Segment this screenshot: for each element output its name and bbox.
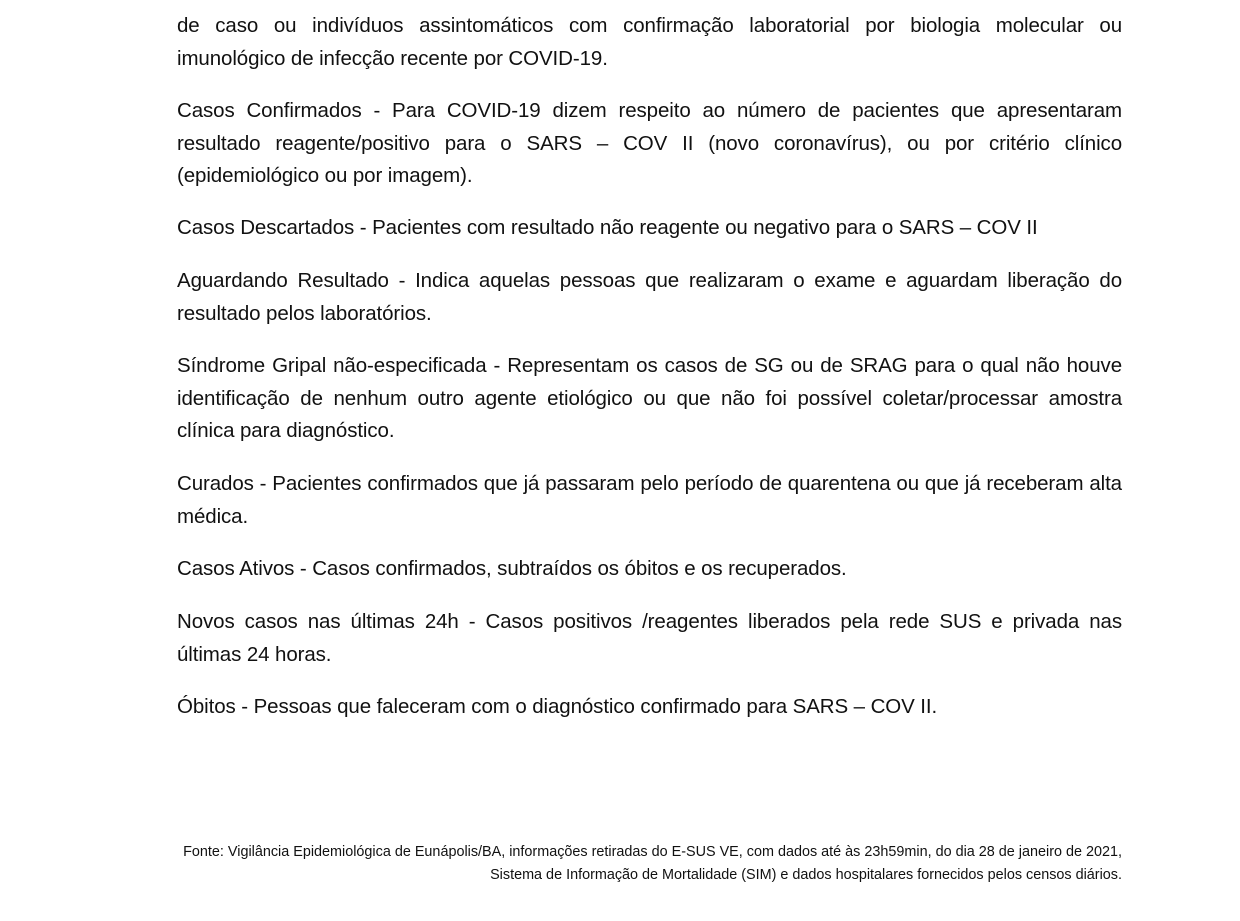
paragraph-casos-descartados: Casos Descartados - Pacientes com resultado não reagente ou negativo para o SARS – COV II xyxy=(177,216,1038,239)
paragraph-intro-continuation: de caso ou indivíduos assintomáticos com confirmação laboratorial por biologia molecular ou imunológico de infecção recente por COVID-19. xyxy=(177,14,1122,70)
paragraph-aguardando-resultado: Aguardando Resultado - Indica aquelas pessoas que realizaram o exame e aguardam liberação do resultado pelos laboratórios. xyxy=(177,269,1122,325)
document-page xyxy=(177,0,1122,921)
paragraph-novos-casos: Novos casos nas últimas 24h - Casos positivos /reagentes liberados pela rede SUS e privada nas últimas 24 horas. xyxy=(177,610,1122,666)
paragraph-casos-ativos: Casos Ativos - Casos confirmados, subtraídos os óbitos e os recuperados. xyxy=(177,557,847,580)
paragraph-sindrome-gripal: Síndrome Gripal não-especificada - Representam os casos de SG ou de SRAG para o qual não houve identificação de nenhum outro agente etiológico ou que não foi possível coletar/processar amostra clínica para diagnóstico. xyxy=(177,354,1122,442)
paragraph-obitos: Óbitos - Pessoas que faleceram com o diagnóstico confirmado para SARS – COV II. xyxy=(177,695,938,718)
paragraph-curados: Curados - Pacientes confirmados que já passaram pelo período de quarentena ou que já receberam alta médica. xyxy=(177,472,1122,528)
paragraph-casos-confirmados: Casos Confirmados - Para COVID-19 dizem respeito ao número de pacientes que apresentaram resultado reagente/positivo para o SARS – COV II (novo coronavírus), ou por critério clínico (epidemiológico ou por imagem). xyxy=(177,99,1122,187)
source-footnote: Fonte: Vigilância Epidemiológica de Eunápolis/BA, informações retiradas do E-SUS VE, com dados até às 23h59min, do dia 28 de janeiro de 2021, Sistema de Informação de Mortalidade (SIM) e dados hospitalares fornecidos pelos censos diários. xyxy=(183,844,1122,883)
